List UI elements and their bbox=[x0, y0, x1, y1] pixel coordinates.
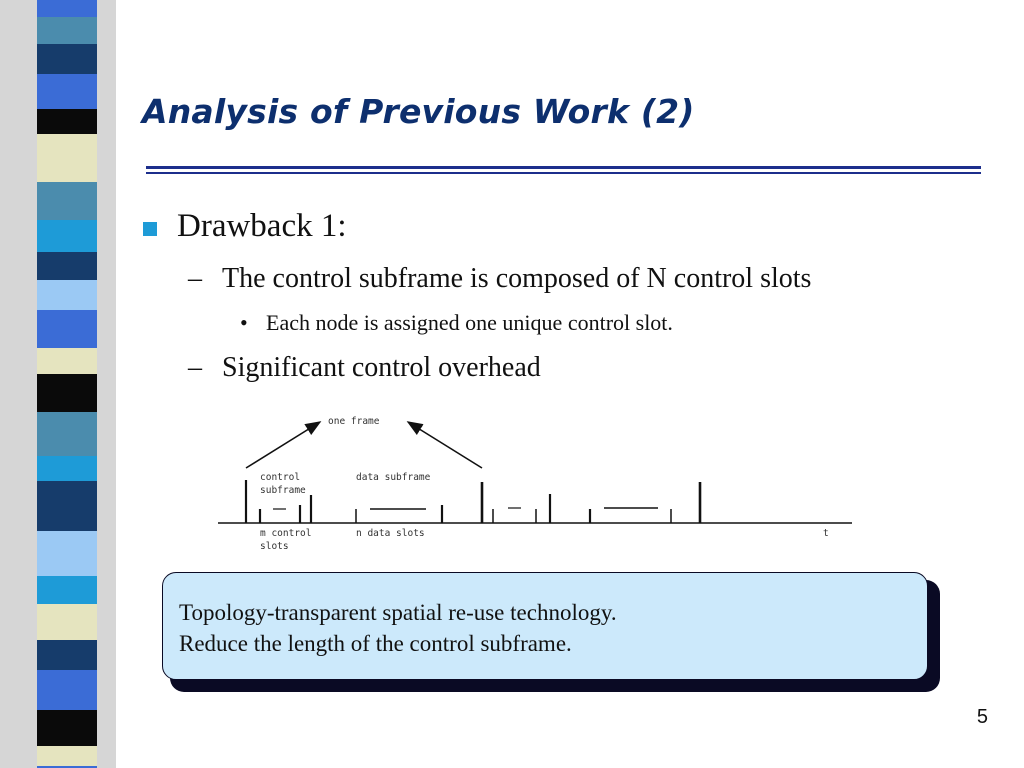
frame-arrow-right bbox=[408, 422, 482, 468]
slide-title: Analysis of Previous Work (2) bbox=[142, 92, 695, 131]
callout-line-2: Reduce the length of the control subframe. bbox=[179, 631, 572, 656]
dot-bullet-icon: • bbox=[240, 310, 248, 335]
callout-line-1: Topology-transparent spatial re-use technology. bbox=[179, 600, 617, 625]
control-label: control bbox=[260, 472, 301, 483]
stripe-column bbox=[37, 0, 97, 768]
stripe-segment bbox=[37, 74, 97, 109]
stripe-segment bbox=[37, 182, 97, 220]
stripe-segment bbox=[37, 252, 97, 280]
m-control-slots-label: m control bbox=[260, 528, 312, 539]
stripe-segment bbox=[37, 640, 97, 670]
callout-box bbox=[162, 572, 928, 680]
stripe-segment bbox=[37, 531, 97, 576]
frame-label: one frame bbox=[328, 416, 380, 427]
stripe-segment bbox=[37, 220, 97, 252]
stripe-segment bbox=[37, 310, 97, 348]
title-rule-bottom bbox=[146, 172, 981, 174]
stripe-segment bbox=[37, 44, 97, 74]
stripe-segment bbox=[37, 481, 97, 531]
time-label: t bbox=[823, 528, 829, 539]
stripe-segment bbox=[37, 17, 97, 44]
decorative-stripe-bar bbox=[0, 0, 116, 768]
page-number: 5 bbox=[976, 706, 988, 728]
stripe-segment bbox=[37, 456, 97, 481]
stripe-segment bbox=[37, 134, 97, 162]
stripe-segment bbox=[37, 348, 97, 374]
stripe-segment bbox=[37, 670, 97, 710]
stripe-segment bbox=[37, 412, 97, 456]
bullet-drawback: Drawback 1: bbox=[177, 208, 347, 244]
m-control-slots-label-line2: slots bbox=[260, 541, 289, 552]
stripe-segment bbox=[37, 746, 97, 766]
stripe-segment bbox=[37, 710, 97, 746]
stripe-segment bbox=[37, 374, 97, 412]
stripe-segment bbox=[37, 0, 97, 17]
n-data-slots-label: n data slots bbox=[356, 528, 425, 539]
stripe-segment bbox=[37, 109, 97, 134]
dash-bullet-icon: – bbox=[188, 352, 202, 383]
sub-item-control-subframe: The control subframe is composed of N control slots bbox=[222, 263, 812, 294]
square-bullet-icon bbox=[143, 222, 157, 236]
control-label-line2: subframe bbox=[260, 485, 306, 496]
stripe-segment bbox=[37, 280, 97, 310]
stripe-segment bbox=[37, 162, 97, 182]
sub-sub-item-unique-slot: Each node is assigned one unique control slot. bbox=[266, 310, 673, 335]
frame-arrow-left bbox=[246, 422, 320, 468]
data-subframe-label: data subframe bbox=[356, 472, 431, 483]
dash-bullet-icon: – bbox=[188, 263, 202, 294]
title-rule-top bbox=[146, 166, 981, 169]
sub-item-control-overhead: Significant control overhead bbox=[222, 352, 541, 383]
stripe-segment bbox=[37, 576, 97, 604]
stripe-segment bbox=[37, 604, 97, 640]
frame-diagram bbox=[210, 405, 860, 555]
